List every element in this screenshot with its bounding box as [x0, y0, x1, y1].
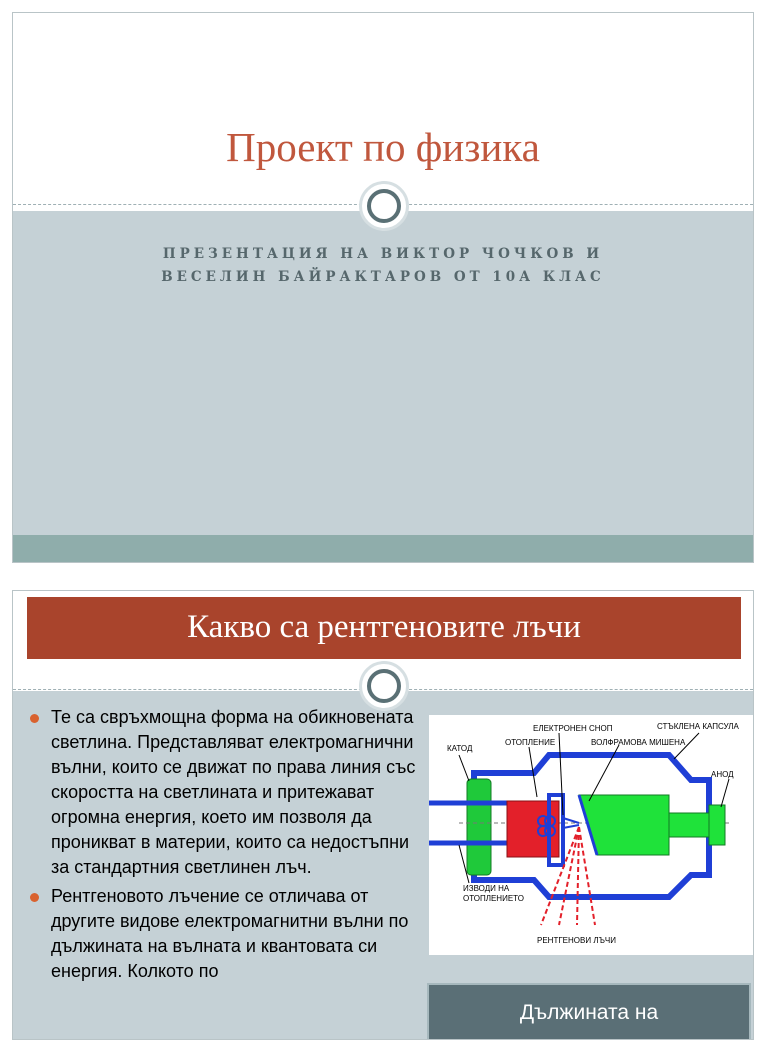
presentation-subtitle [13, 243, 753, 289]
xray-tube-svg [429, 715, 754, 955]
electron-beam-line [563, 818, 579, 823]
subtitle-line-2: ВЕСЕЛИН БАЙРАКТАРОВ ОТ 10А КЛАС [161, 269, 605, 285]
label-izvodi-1: ИЗВОДИ НА [463, 884, 510, 893]
anode-stem-shape [669, 813, 709, 837]
label-volframova-mishena: ВОЛФРАМОВА МИШЕНА [591, 738, 686, 747]
label-staklena-kapsula: СТЪКЛЕНА КАПСУЛА [657, 722, 739, 731]
content-slide [12, 590, 754, 1040]
slide-title-bar [27, 597, 741, 659]
anode-cap-shape [709, 805, 725, 845]
circle-ornament-icon [359, 661, 409, 711]
presentation-title: Проект по физика [226, 124, 540, 170]
bullet-dot-icon [30, 714, 39, 723]
subtitle-line-1: ПРЕЗЕНТАЦИЯ НА ВИКТОР ЧОЧКОВ И [162, 246, 604, 262]
bullet-list [27, 705, 417, 988]
label-rentgenovi-luchi: РЕНТГЕНОВИ ЛЪЧИ [537, 936, 616, 945]
bullet-text: Те са свръхмощна форма на обикновената светлина. Представляват електромагнични вълни, които се движат по права линия със скоростта на светлината и притежават огромна енергия, което им позволя да проникват в материи, които са недостъпни за стандартния светлинен лъч. [51, 707, 416, 877]
bullet-item [27, 884, 417, 984]
label-otoplenie: ОТОПЛЕНИЕ [505, 738, 556, 747]
label-anod: АНОД [711, 770, 734, 779]
electron-beam-line [563, 825, 579, 828]
footer-band [13, 535, 753, 562]
title-area [13, 13, 753, 206]
label-katod: КАТОД [447, 744, 473, 753]
heater-shape [507, 801, 559, 857]
label-elektronen-snop: ЕЛЕКТРОНЕН СНОП [533, 724, 613, 733]
cathode-shape [467, 779, 491, 875]
bullet-dot-icon [30, 893, 39, 902]
wavelength-box [429, 985, 749, 1040]
label-izvodi-2: ОТОПЛЕНИЕТО [463, 894, 524, 903]
bullet-text: Рентгеновото лъчение се отличава от другите видове електромагнитни вълни по дължината на вълната и квантовата си енергия. Колкото по [51, 886, 409, 981]
bullet-item [27, 705, 417, 880]
xray-line [577, 827, 579, 925]
slide-title: Какво са рентгеновите лъчи [187, 609, 581, 645]
anode-shape [579, 795, 669, 855]
wavelength-box-text: Дължината на [519, 1001, 659, 1024]
circle-ornament-icon [359, 181, 409, 231]
title-slide [12, 12, 754, 563]
xray-tube-diagram [429, 715, 754, 955]
